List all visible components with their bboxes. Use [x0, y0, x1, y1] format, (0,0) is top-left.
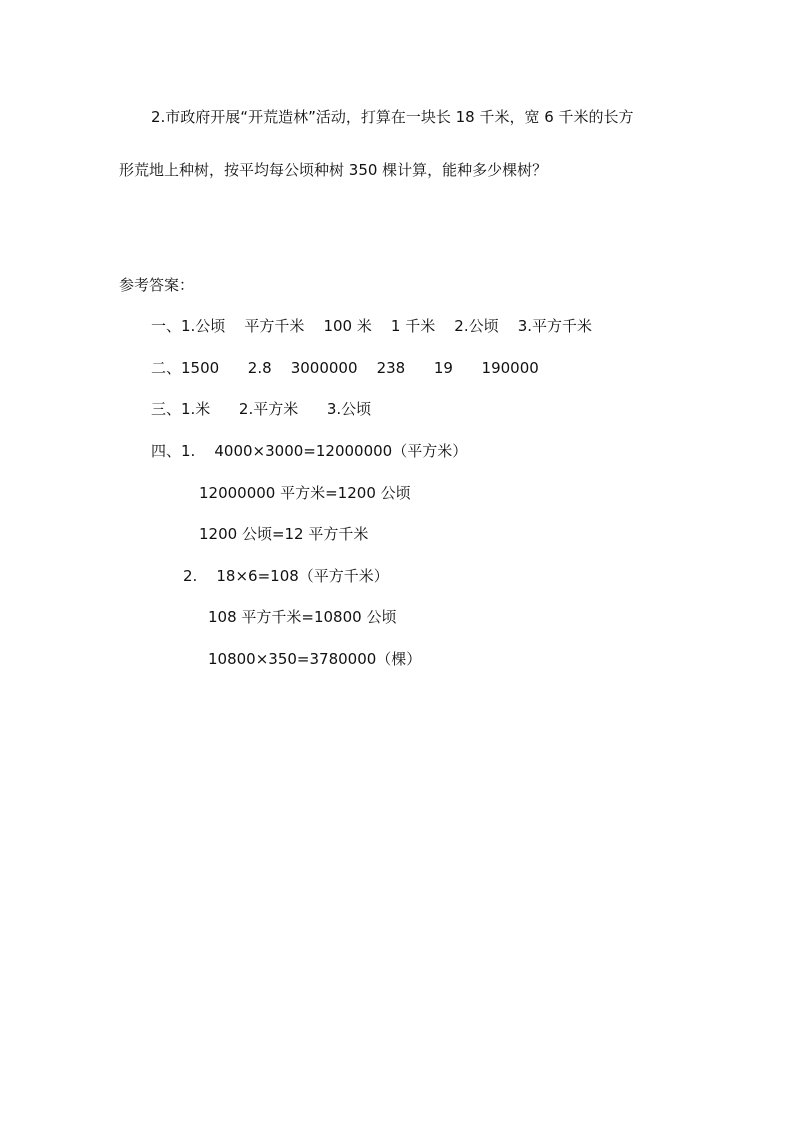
answer-part-4-line-1: 四、1. 4000×3000=12000000（平方米）	[151, 442, 468, 460]
answer-part-2: 二、1500 2.8 3000000 238 19 190000	[151, 359, 539, 377]
answer-part-3: 三、1.米 2.平方米 3.公顷	[151, 400, 372, 418]
answer-part-4-line-2: 12000000 平方米=1200 公顷	[199, 484, 411, 502]
answer-part-4-line-3: 1200 公顷=12 平方千米	[199, 525, 369, 543]
question-text-line-2: 形荒地上种树，按平均每公顷种树 350 棵计算，能种多少棵树？	[119, 161, 548, 179]
answer-part-4-line-6: 10800×350=3780000（棵）	[208, 650, 422, 668]
answer-part-4-line-5: 108 平方千米=10800 公顷	[208, 608, 397, 626]
answer-heading: 参考答案：	[119, 276, 195, 294]
question-text-line-1: 2.市政府开展“开荒造林”活动，打算在一块长 18 千米，宽 6 千米的长方	[151, 108, 634, 126]
answer-part-1: 一、1.公顷 平方千米 100 米 1 千米 2.公顷 3.平方千米	[151, 317, 593, 335]
answer-part-4-line-4: 2. 18×6=108（平方千米）	[183, 567, 389, 585]
